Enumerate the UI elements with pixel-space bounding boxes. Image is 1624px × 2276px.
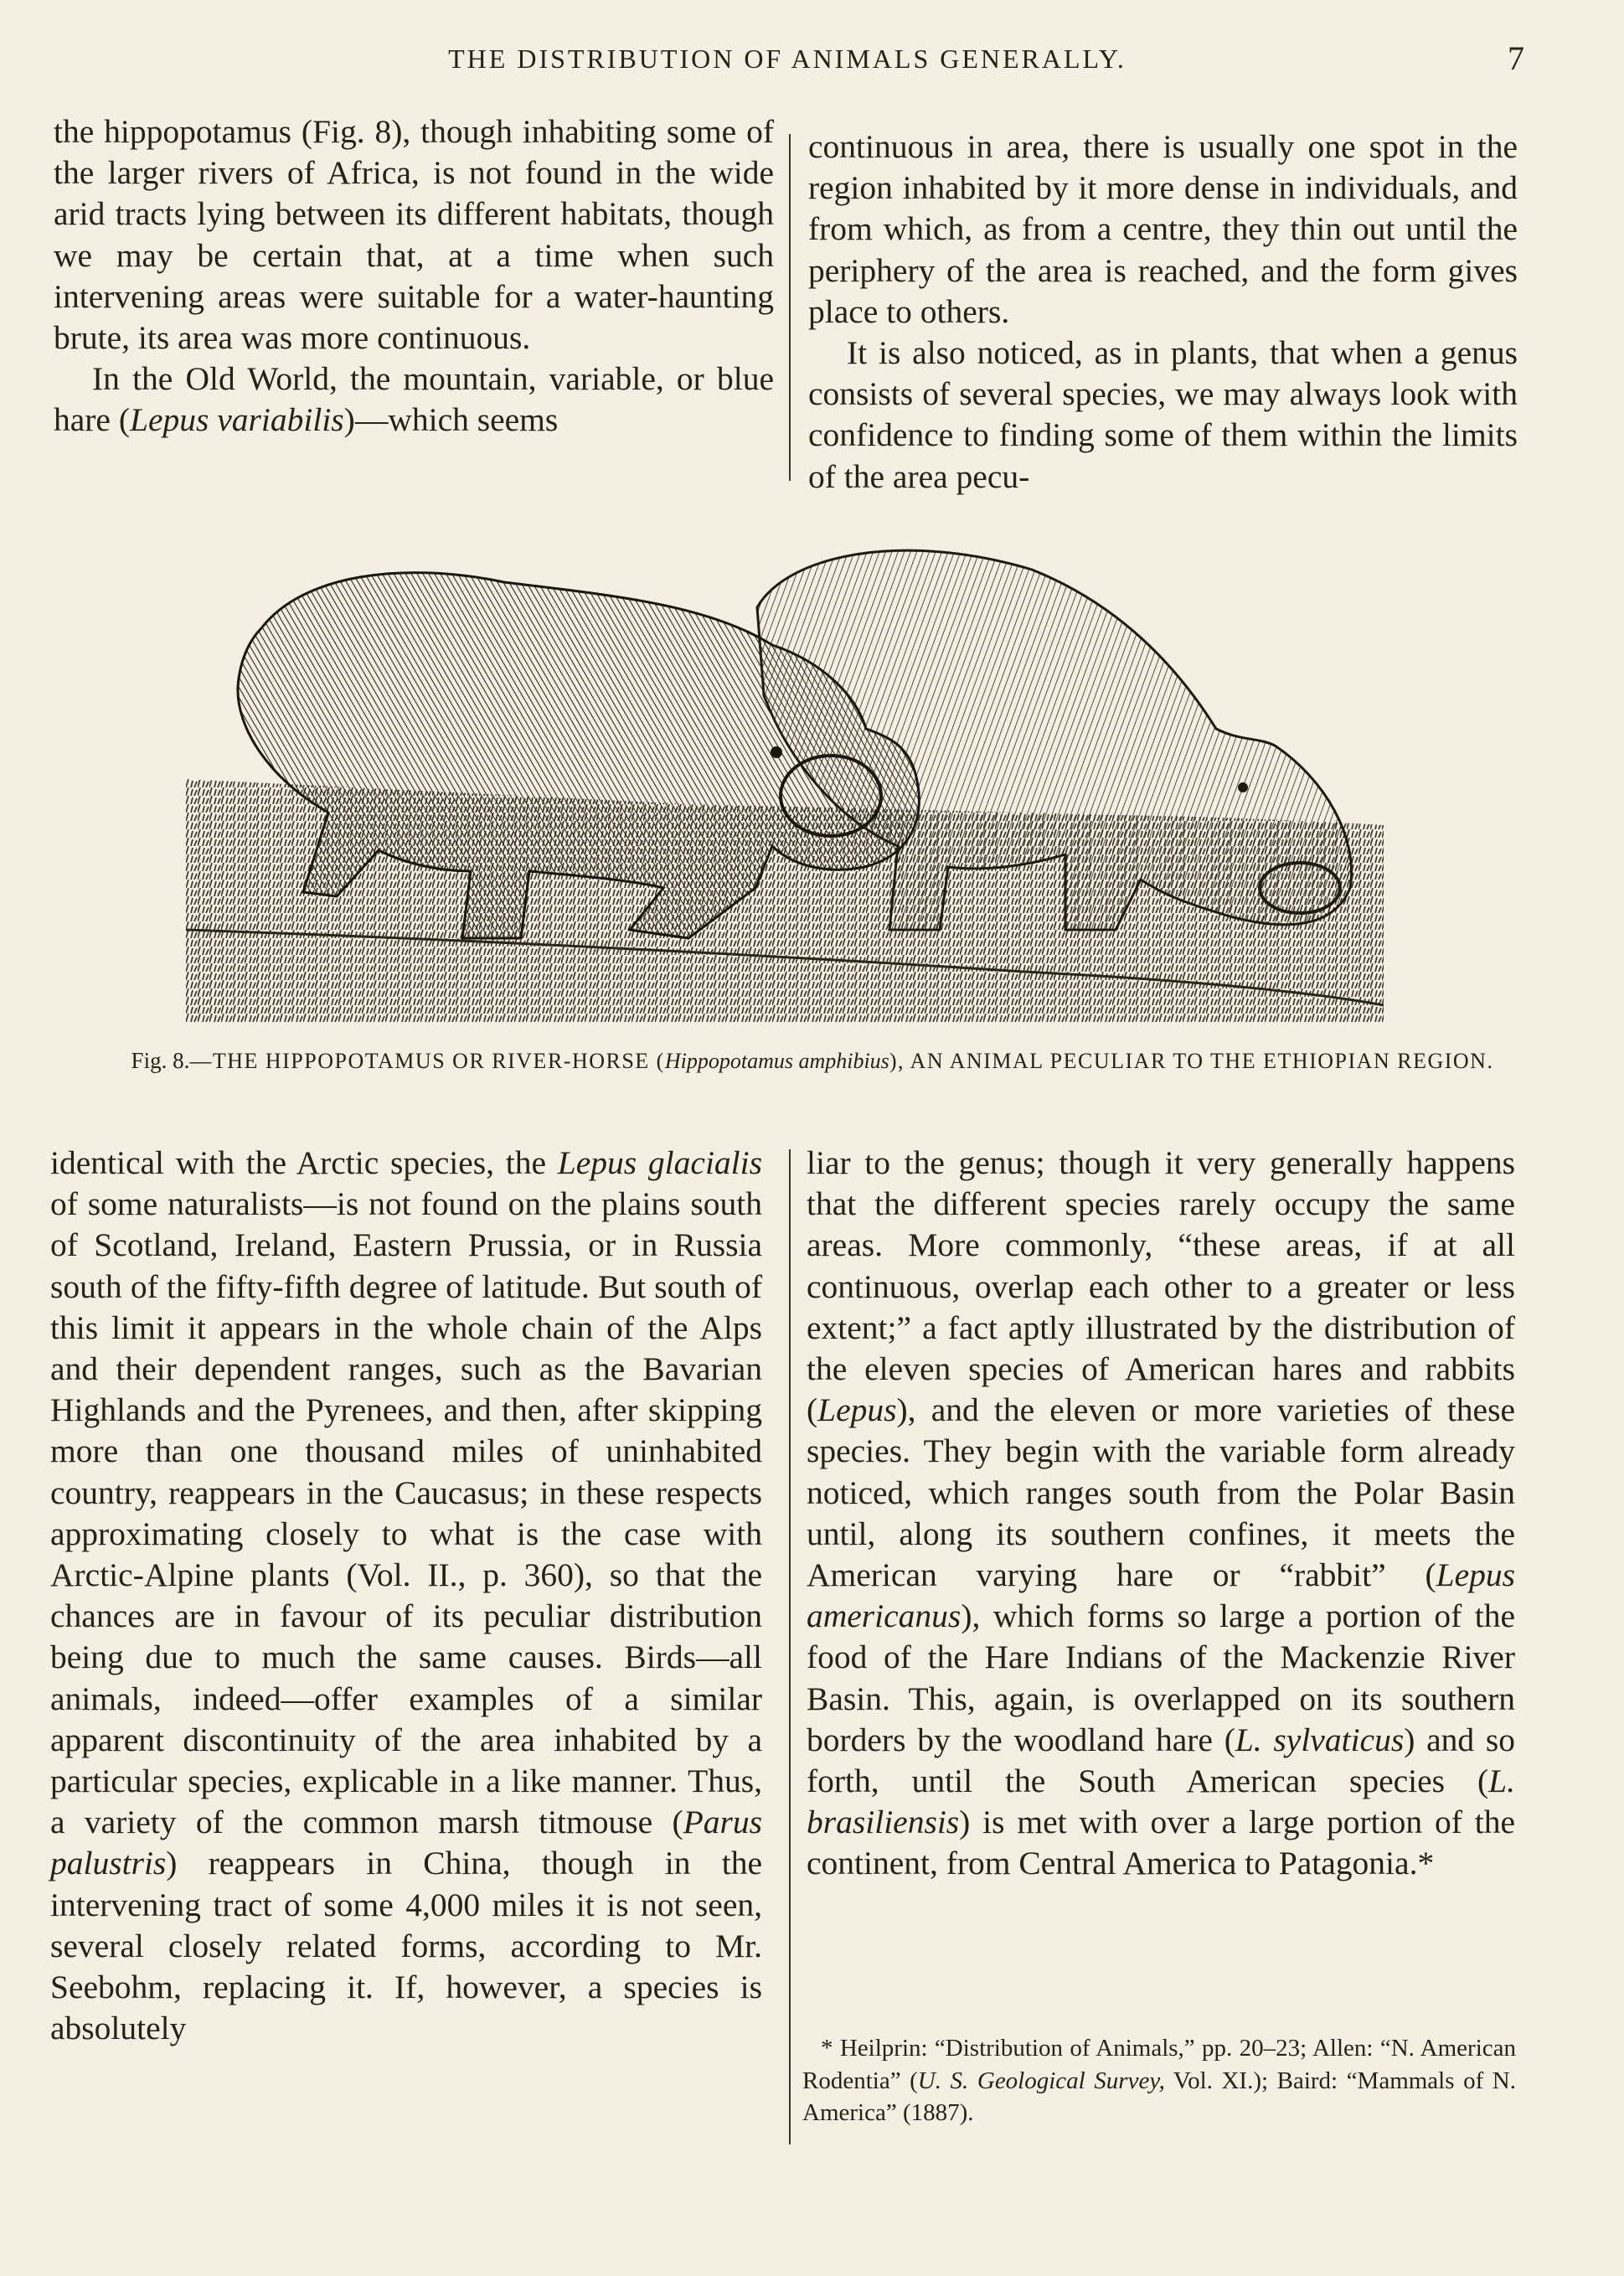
paragraph-hare-distribution: identical with the Arctic species, the Lepus glacialis of some naturalists—is not found on the plains south of Scotland, Ireland, Eastern Prussia, or in Russia south of the fifty-fifth degree of latitude. But south of this limit it appears in the whole chain of the Alps and their dependent ranges, such as the Bavarian Highlands and the Pyrenees, and then, after skipping more than one thousand miles of uninhabited country, reappears in the Caucasus; in these respects approximating closely to what is the case with Arctic-Alpine plants (Vol. II., p. 360), so that the chances are in favour of its peculiar distribution being due to much the same causes. Birds—all animals, indeed—offer examples of a similar apparent discontinuity of the area inhabited by a particular species, explicable in a like manner. Thus, a variety of the common marsh titmouse (Parus palustris) reappears in China, though in the intervening tract of some 4,000 miles it is not seen, several closely related forms, according to Mr. Seebohm, replacing it. If, however, a species is absolutely (50, 1144, 762, 2047)
column-top-right (808, 126, 1518, 498)
figure-label: Fig. 8. (131, 1048, 190, 1073)
scientific-name: Hippopotamus amphibius (664, 1049, 889, 1073)
scientific-name: Parus palustris (50, 1804, 762, 1882)
running-head: THE DISTRIBUTION OF ANIMALS GENERALLY. (448, 44, 1126, 74)
paragraph-hippo-continued: the hippopotamus (Fig. 8), though inhabiting some of the larger rivers of Africa, is not found in the wide arid tracts lying between its different habitats, though we may be certain that, at a time when such intervening areas were suitable for a water-haunting brute, its area was more continuous. (54, 113, 774, 357)
figure-caption: Fig. 8.—THE HIPPOPOTAMUS OR RIVER-HORSE (Hippopotamus amphibius), AN ANIMAL PECULIAR TO THE ETHIOPIAN REGION. (131, 1048, 1494, 1073)
hippopotamus-illustration (186, 536, 1384, 1022)
column-top-left (54, 111, 774, 441)
paragraph-blue-hare: In the Old World, the mountain, variable, or blue hare (Lepus variabilis)—which seems (54, 360, 774, 439)
scientific-name: L. sylvaticus (1235, 1721, 1405, 1758)
footnote: * Heilprin: “Distribution of Animals,” pp. 20–23; Allen: “N. American Rodentia” (U. S. Geological Survey, Vol. XI.); Baird: “Mammals of N. America” (1887). (802, 2035, 1516, 2126)
paragraph-genus-species: It is also noticed, as in plants, that when a genus consists of several species, we may always look with confidence to finding some of them within the limits of the area pecu- (808, 334, 1518, 495)
page-number: 7 (1508, 39, 1524, 77)
paragraph-area-continued: continuous in area, there is usually one spot in the region inhabited by it more dense in individuals, and from which, as from a centre, they thin out until the periphery of the area is reached, and the form gives place to others. (808, 128, 1518, 330)
publication-name: U. S. Geological Survey, (917, 2067, 1165, 2094)
column-bottom-right (807, 1143, 1515, 1885)
page-header (50, 39, 1524, 85)
scientific-name: Lepus glacialis (557, 1144, 762, 1181)
column-divider (789, 1149, 791, 2144)
column-divider (789, 134, 791, 481)
scientific-name: Lepus variabilis (130, 401, 344, 439)
scientific-name: Lepus americanus (807, 1556, 1515, 1635)
scientific-name: Lepus (817, 1391, 897, 1429)
column-bottom-left (50, 1143, 762, 2049)
scientific-name: L. brasiliensis (807, 1762, 1515, 1841)
paragraph-american-hares: liar to the genus; though it very generally happens that the different species rarely occupy the same areas. More commonly, “these areas, if at all continuous, overlap each other to a greater or less extent;” a fact aptly illustrated by the distribution of the eleven species of American hares and rabbits (Lepus), and the eleven or more varieties of these species. They begin with the variable form already noticed, which ranges south from the Polar Basin until, along its southern confines, it meets the American varying hare or “rabbit” (Lepus americanus), which forms so large a portion of the food of the Hare Indians of the Mackenzie River Basin. This, again, is overlapped on its southern borders by the woodland hare (L. sylvaticus) and so forth, until the South American species (L. brasiliensis) is met with over a large portion of the continent, from Central America to Patagonia.* (807, 1144, 1515, 1882)
